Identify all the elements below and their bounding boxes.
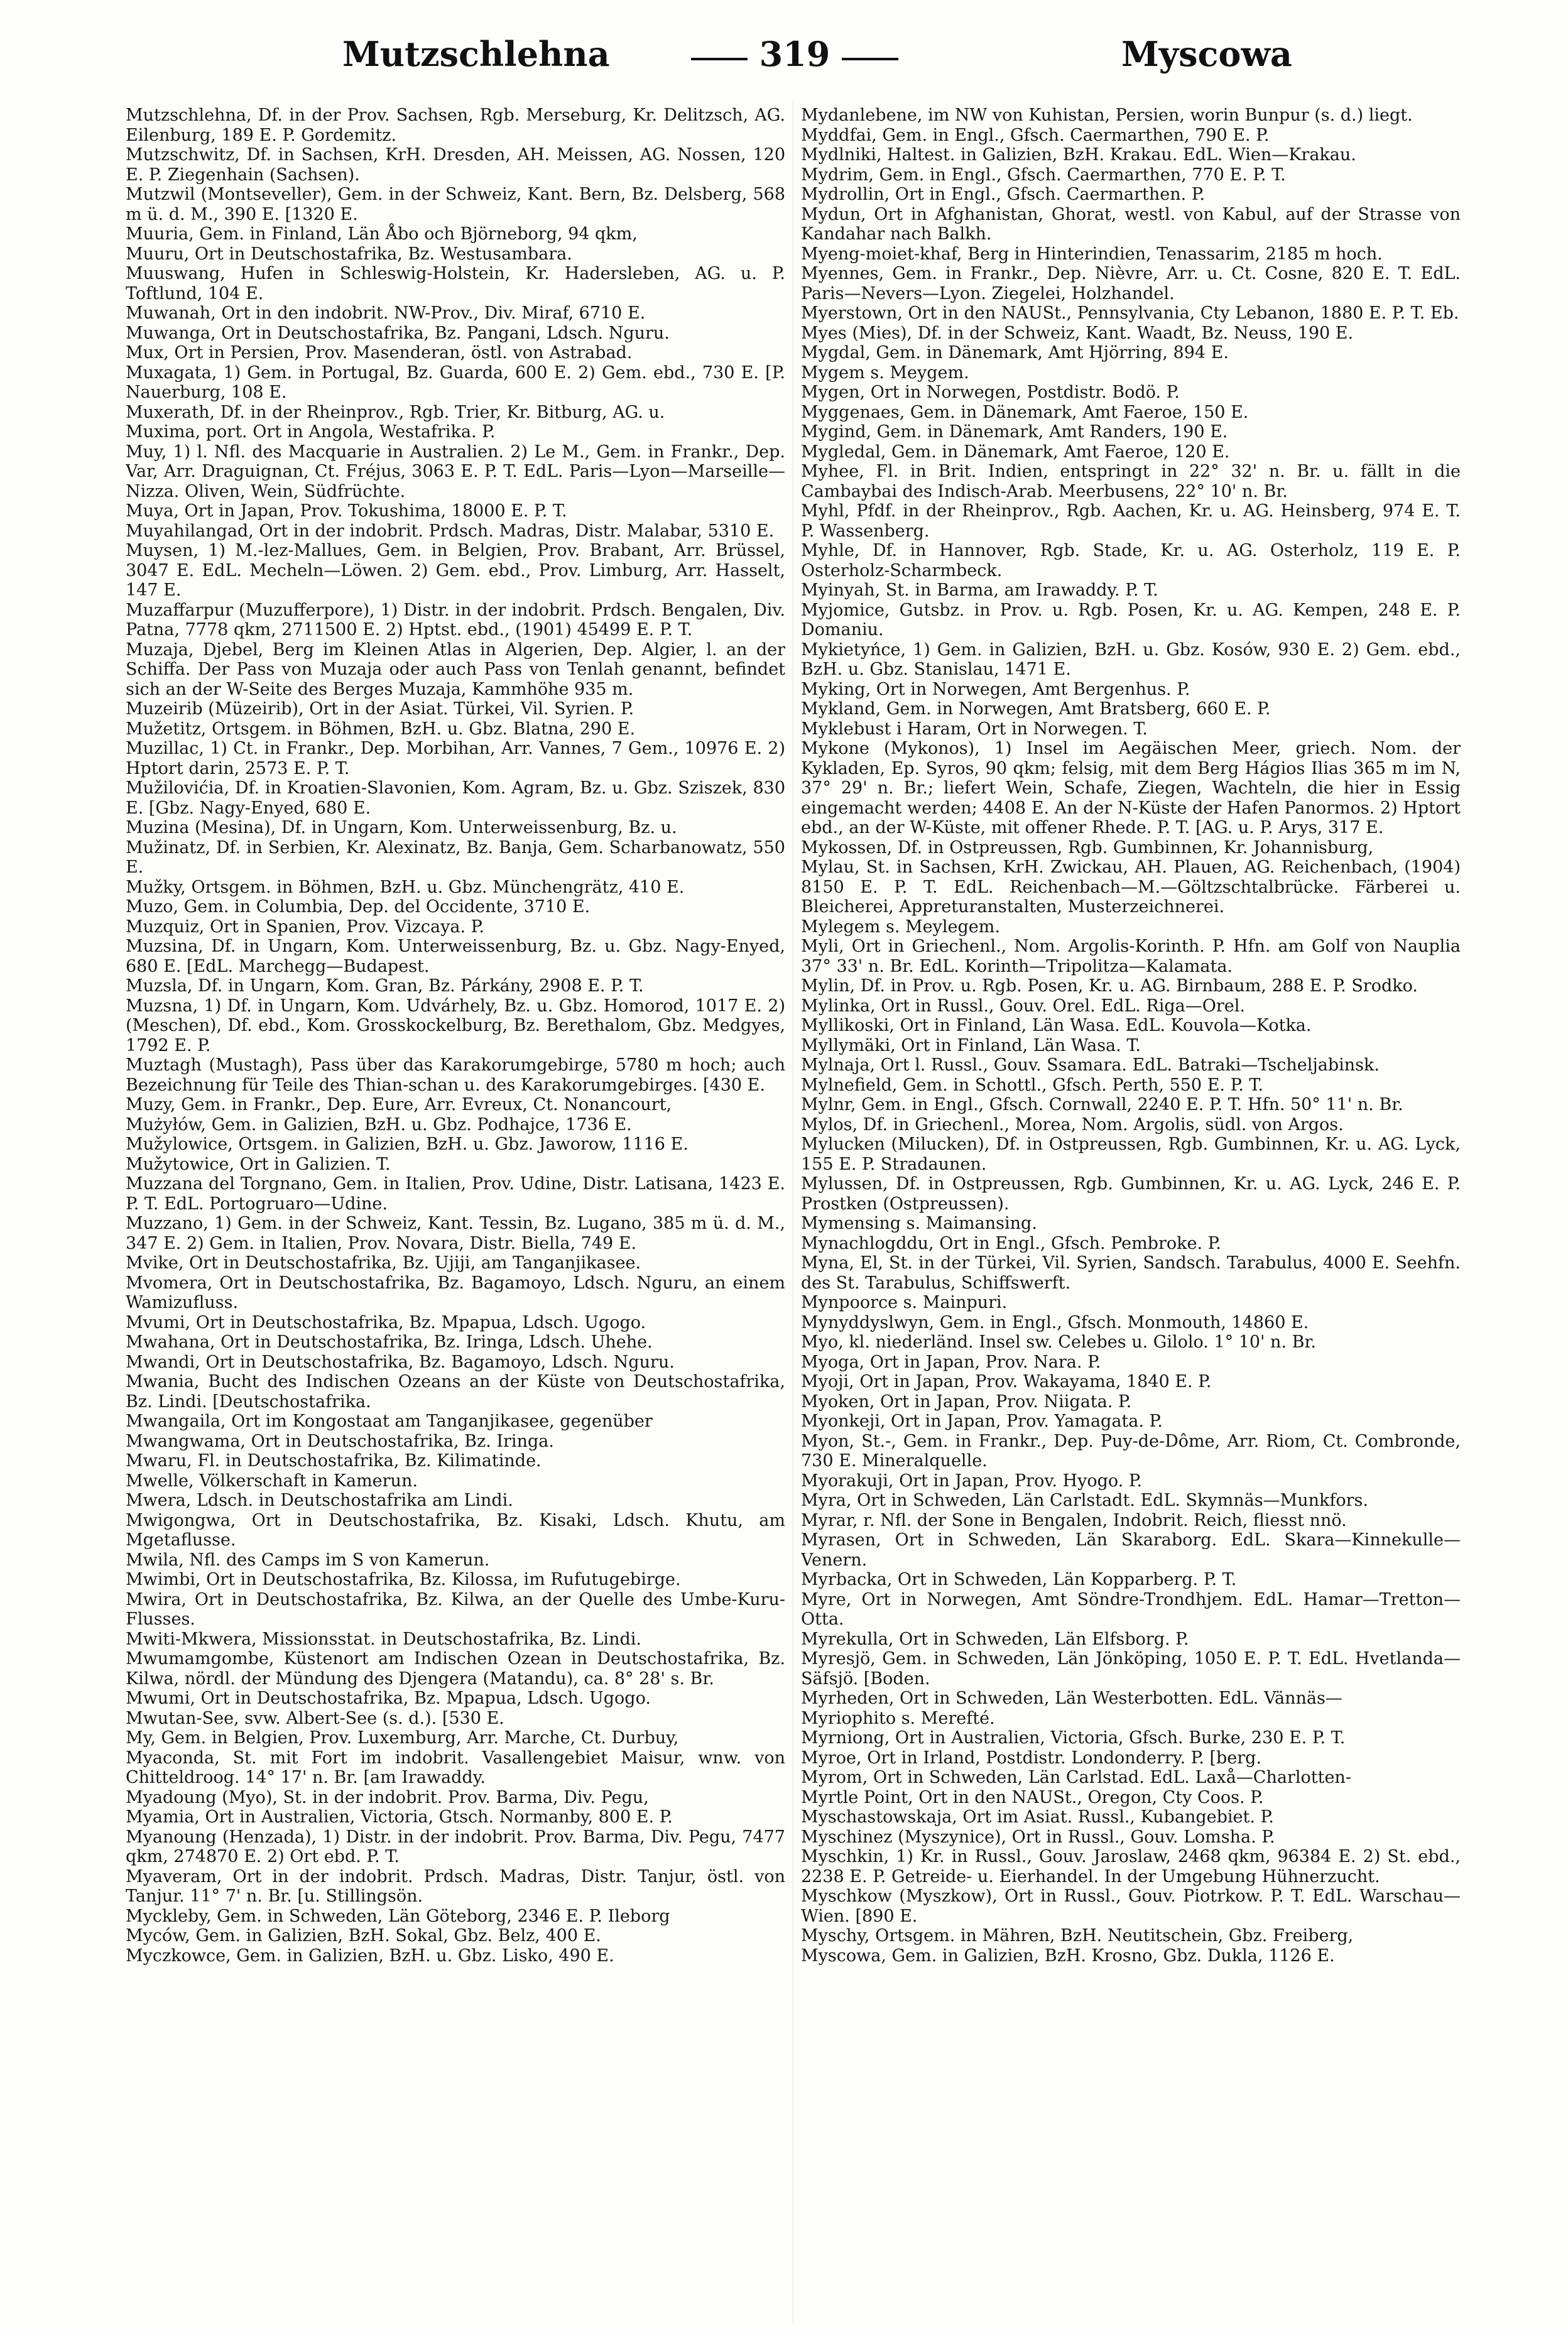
gazetteer-entry: Myhl, Pfdf. in der Rheinprov., Rgb. Aachen, Kr. u. AG. Heinsberg, 974 E. T. P. Wassenberg. bbox=[801, 501, 1461, 541]
gazetteer-entry: Myddfai, Gem. in Engl., Gfsch. Caermarthen, 790 E. P. bbox=[801, 125, 1270, 145]
gazetteer-entry: Muuswang, Hufen in Schleswig-Holstein, Kr. Hadersleben, AG. u. P. Toftlund, 104 E. bbox=[126, 264, 785, 303]
gazetteer-entry: Mwiti-Mkwera, Missionsstat. in Deutschostafrika, Bz. Lindi. bbox=[126, 1629, 641, 1649]
gazetteer-entry: Mužky, Ortsgem. in Böhmen, BzH. u. Gbz. Münchengrätz, 410 E. bbox=[126, 877, 685, 897]
gazetteer-entry: Mwimbi, Ort in Deutschostafrika, Bz. Kilossa, im Rufutugebirge. bbox=[126, 1570, 681, 1589]
right-column bbox=[801, 106, 1461, 2323]
gazetteer-entry: Mydrollin, Ort in Engl., Gfsch. Caermarthen. P. bbox=[801, 185, 1206, 204]
gazetteer-entry: Myna, El, St. in der Türkei, Vil. Syrien, Sandsch. Tarabulus, 4000 E. Seehfn. des St. Tarabulus, Schiffswerft. bbox=[801, 1253, 1461, 1293]
gazetteer-entry: Mužetitz, Ortsgem. in Böhmen, BzH. u. Gbz. Blatna, 290 E. bbox=[126, 719, 636, 739]
gazetteer-entry: Myrasen, Ort in Schweden, Län Skaraborg. EdL. Skara—Kinnekulle—Venern. bbox=[801, 1530, 1461, 1570]
gazetteer-entry: Myrniong, Ort in Australien, Victoria, Gfsch. Burke, 230 E. P. T. bbox=[801, 1728, 1346, 1748]
gazetteer-entry: Muzaja, Djebel, Berg im Kleinen Atlas in Algerien, Dep. Algier, l. an der Schiffa. Der Pass von Muzaja oder auch Pass von Tenlah genannt, befindet sich an der W-Seite des Berges Muzaja, Kammhöhe 935 m. bbox=[126, 640, 785, 699]
gazetteer-entry: Mwigongwa, Ort in Deutschostafrika, Bz. Kisaki, Ldsch. Khutu, am Mgetaflusse. bbox=[126, 1510, 785, 1550]
gazetteer-entry: Mygledal, Gem. in Dänemark, Amt Faeroe, 120 E. bbox=[801, 442, 1230, 462]
gazetteer-entry: Mylucken (Milucken), Df. in Ostpreussen, Rgb. Gumbinnen, Kr. u. AG. Lyck, 155 E. P. Stradaunen. bbox=[801, 1135, 1461, 1174]
gazetteer-entry: Myeng-moiet-khaf, Berg in Hinterindien, Tenassarim, 2185 m hoch. bbox=[801, 244, 1383, 264]
gazetteer-entry: Myklebust i Haram, Ort in Norwegen. T. bbox=[801, 719, 1148, 739]
gazetteer-entry: Myanoung (Henzada), 1) Distr. in der indobrit. Prov. Barma, Div. Pegu, 7477 qkm, 274870 E. 2) Ort ebd. P. T. bbox=[126, 1827, 785, 1866]
gazetteer-entry: Muzsina, Df. in Ungarn, Kom. Unterweissenburg, Bz. u. Gbz. Nagy-Enyed, 680 E. [EdL. Marchegg—Budapest. bbox=[126, 937, 785, 976]
gazetteer-entry: Myrom, Ort in Schweden, Län Carlstad. EdL. Laxå—Charlotten- bbox=[801, 1768, 1351, 1787]
gazetteer-entry: Myllymäki, Ort in Finland, Län Wasa. T. bbox=[801, 1035, 1141, 1055]
gazetteer-entry: Muxerath, Df. in der Rheinprov., Rgb. Trier, Kr. Bitburg, AG. u. bbox=[126, 402, 665, 422]
gazetteer-entry: Myschastowskaja, Ort im Asiat. Russl., Kubangebiet. P. bbox=[801, 1807, 1274, 1827]
gazetteer-entry: Myerstown, Ort in den NAUSt., Pennsylvania, Cty Lebanon, 1880 E. P. T. Eb. bbox=[801, 303, 1459, 323]
gazetteer-entry: Myamia, Ort in Australien, Victoria, Gtsch. Normanby, 800 E. P. bbox=[126, 1807, 673, 1827]
gazetteer-entry: Muwanah, Ort in den indobrit. NW-Prov., Div. Miraf, 6710 E. bbox=[126, 303, 646, 323]
gazetteer-entry: Mužytowice, Ort in Galizien. T. bbox=[126, 1154, 391, 1174]
gazetteer-entry: Mylin, Df. in Prov. u. Rgb. Posen, Kr. u. AG. Birnbaum, 288 E. P. Srodko. bbox=[801, 976, 1418, 996]
gazetteer-entry: Mužinatz, Df. in Serbien, Kr. Alexinatz, Bz. Banja, Gem. Scharbanowatz, 550 E. bbox=[126, 837, 785, 877]
header-left-word: Mutzschlehna bbox=[342, 34, 610, 74]
gazetteer-entry: Mwera, Ldsch. in Deutschostafrika am Lindi. bbox=[126, 1491, 513, 1510]
gazetteer-entry: Mwelle, Völkerschaft in Kamerun. bbox=[126, 1471, 418, 1491]
gazetteer-entry: Myoji, Ort in Japan, Prov. Wakayama, 1840 E. P. bbox=[801, 1372, 1212, 1391]
left-column bbox=[126, 106, 785, 2323]
gazetteer-entry: Myon, St.-, Gem. in Frankr., Dep. Puy-de-Dôme, Arr. Riom, Ct. Combronde, 730 E. Mineralquelle. bbox=[801, 1431, 1461, 1471]
gazetteer-entry: Mużyłów, Gem. in Galizien, BzH. u. Gbz. Podhajce, 1736 E. bbox=[126, 1114, 632, 1135]
gazetteer-entry: My, Gem. in Belgien, Prov. Luxemburg, Arr. Marche, Ct. Durbuy, bbox=[126, 1728, 679, 1748]
gazetteer-entry: Mwila, Nfl. des Camps im S von Kamerun. bbox=[126, 1550, 490, 1570]
gazetteer-entry: Mužilovićia, Df. in Kroatien-Slavonien, Kom. Agram, Bz. u. Gbz. Sziszek, 830 E. [Gbz. Nagy-Enyed, 680 E. bbox=[126, 778, 785, 818]
gazetteer-entry: Mužylowice, Ortsgem. in Galizien, BzH. u. Gbz. Jaworow, 1116 E. bbox=[126, 1135, 689, 1154]
gazetteer-entry: Muyahilangad, Ort in der indobrit. Prdsch. Madras, Distr. Malabar, 5310 E. bbox=[126, 521, 775, 541]
gazetteer-entry: Mwira, Ort in Deutschostafrika, Bz. Kilwa, an der Quelle des Umbe-Kuru-Flusses. bbox=[126, 1589, 785, 1629]
gazetteer-entry: Mvike, Ort in Deutschostafrika, Bz. Ujiji, am Tanganjikasee. bbox=[126, 1253, 641, 1273]
gazetteer-entry: Muuria, Gem. in Finland, Län Åbo och Björneborg, 94 qkm, bbox=[126, 224, 638, 244]
gazetteer-entry: Mynyddyslwyn, Gem. in Engl., Gfsch. Monmouth, 14860 E. bbox=[801, 1312, 1309, 1332]
gazetteer-entry: Mutzschwitz, Df. in Sachsen, KrH. Dresden, AH. Meissen, AG. Nossen, 120 E. P. Ziegenhain (Sachsen). bbox=[126, 145, 785, 185]
gazetteer-entry: Mutzwil (Montseveller), Gem. in der Schweiz, Kant. Bern, Bz. Delsberg, 568 m ü. d. M., 390 E. [1320 E. bbox=[126, 185, 785, 224]
gazetteer-entry: Muwanga, Ort in Deutschostafrika, Bz. Pangani, Ldsch. Nguru. bbox=[126, 323, 670, 343]
gazetteer-entry: Myra, Ort in Schweden, Län Carlstadt. EdL. Skymnäs—Munkfors. bbox=[801, 1491, 1368, 1510]
gazetteer-entry: Mykietyńce, 1) Gem. in Galizien, BzH. u. Gbz. Kosów, 930 E. 2) Gem. ebd., BzH. u. Gbz. Stanislau, 1471 E. bbox=[801, 640, 1461, 679]
gazetteer-entry: Muuru, Ort in Deutschostafrika, Bz. Westusambara. bbox=[126, 244, 572, 264]
gazetteer-entry: Muzeirib (Müzeirib), Ort in der Asiat. Türkei, Vil. Syrien. P. bbox=[126, 699, 634, 719]
gazetteer-entry: Myoken, Ort in Japan, Prov. Niigata. P. bbox=[801, 1391, 1132, 1412]
gazetteer-entry: Myrar, r. Nfl. der Sone in Bengalen, Indobrit. Reich, fliesst nnö. bbox=[801, 1510, 1347, 1530]
gazetteer-entry: Mwaru, Fl. in Deutschostafrika, Bz. Kilimatinde. bbox=[126, 1451, 542, 1471]
gazetteer-entry: Myriophito s. Merefté. bbox=[801, 1708, 995, 1728]
gazetteer-entry: Mygem s. Meygem. bbox=[801, 362, 969, 383]
gazetteer-entry: Myadoung (Myo), St. in der indobrit. Prov. Barma, Div. Pegu, bbox=[126, 1787, 649, 1807]
gazetteer-entry: Mykland, Gem. in Norwegen, Amt Bratsberg, 660 E. P. bbox=[801, 699, 1271, 719]
gazetteer-entry: Mykossen, Df. in Ostpreussen, Rgb. Gumbinnen, Kr. Johannisburg, bbox=[801, 837, 1374, 857]
gazetteer-entry: Myckleby, Gem. in Schweden, Län Göteborg, 2346 E. P. Ileborg bbox=[126, 1906, 670, 1926]
gazetteer-entry: Myllikoski, Ort in Finland, Län Wasa. EdL. Kouvola—Kotka. bbox=[801, 1016, 1312, 1035]
gazetteer-entry: Muzaffarpur (Muzufferpore), 1) Distr. in der indobrit. Prdsch. Bengalen, Div. Patna, 7778 qkm, 2711500 E. 2) Hptst. ebd., (1901) 45499 E. P. T. bbox=[126, 600, 785, 640]
gazetteer-entry: Myschkow (Myszkow), Ort in Russl., Gouv. Piotrkow. P. T. EdL. Warschau—Wien. [890 E. bbox=[801, 1886, 1461, 1926]
gazetteer-entry: Mylinka, Ort in Russl., Gouv. Orel. EdL. Riga—Orel. bbox=[801, 996, 1245, 1016]
gazetteer-entry: Mwangaila, Ort im Kongostaat am Tanganjikasee, gegenüber bbox=[126, 1412, 653, 1431]
gazetteer-entry: Mydanlebene, im NW von Kuhistan, Persien, worin Bunpur (s. d.) liegt. bbox=[801, 106, 1413, 125]
gazetteer-entry: Myhee, Fl. in Brit. Indien, entspringt in 22° 32' n. Br. u. fällt in die Cambaybai des Indisch-Arab. Meerbusens, 22° 10' n. Br. bbox=[801, 462, 1461, 501]
gazetteer-entry: Muzsla, Df. in Ungarn, Kom. Gran, Bz. Párkány, 2908 E. P. T. bbox=[126, 976, 644, 996]
gazetteer-entry: Mynachlogddu, Ort in Engl., Gfsch. Pembroke. P. bbox=[801, 1233, 1221, 1253]
gazetteer-entry: Myresjö, Gem. in Schweden, Län Jönköping, 1050 E. P. T. EdL. Hvetlanda—Säfsjö. [Boden. bbox=[801, 1649, 1461, 1689]
gazetteer-entry: Myoga, Ort in Japan, Prov. Nara. P. bbox=[801, 1352, 1101, 1372]
gazetteer-entry: Myców, Gem. in Galizien, BzH. Sokal, Gbz. Belz, 400 E. bbox=[126, 1926, 601, 1946]
gazetteer-entry: Myscowa, Gem. in Galizien, BzH. Krosno, Gbz. Dukla, 1126 E. bbox=[801, 1946, 1335, 1966]
gazetteer-entry: Mwutan-See, svw. Albert-See (s. d.). [530 E. bbox=[126, 1708, 504, 1728]
gazetteer-entry: Myrbacka, Ort in Schweden, Län Kopparberg. P. T. bbox=[801, 1570, 1237, 1589]
gazetteer-entry: Myaconda, St. mit Fort im indobrit. Vasallengebiet Maisur, wnw. von Chitteldroog. 14° 17' n. Br. [am Irawaddy. bbox=[126, 1748, 785, 1787]
gazetteer-entry: Myinyah, St. in Barma, am Irawaddy. P. T. bbox=[801, 580, 1158, 600]
gazetteer-entry: Mylnr, Gem. in Engl., Gfsch. Cornwall, 2240 E. P. T. Hfn. 50° 11' n. Br. bbox=[801, 1095, 1403, 1114]
gazetteer-entry: Mwania, Bucht des Indischen Ozeans an der Küste von Deutschostafrika, Bz. Lindi. [Deutschostafrika. bbox=[126, 1372, 785, 1412]
gazetteer-entry: Mymensing s. Maimansing. bbox=[801, 1214, 1037, 1233]
gazetteer-entry: Mylussen, Df. in Ostpreussen, Rgb. Gumbinnen, Kr. u. AG. Lyck, 246 E. P. Prostken (Ostpreussen). bbox=[801, 1174, 1461, 1214]
gazetteer-entry: Mygdal, Gem. in Dänemark, Amt Hjörring, 894 E. bbox=[801, 343, 1229, 362]
gazetteer-entry: Myrheden, Ort in Schweden, Län Westerbotten. EdL. Vännäs— bbox=[801, 1689, 1342, 1708]
gazetteer-entry: Muy, 1) l. Nfl. des Macquarie in Australien. 2) Le M., Gem. in Frankr., Dep. Var, Arr. Draguignan, Ct. Fréjus, 3063 E. P. T. EdL. Paris—Lyon—Marseille—Nizza. Oliven, Wein, Südfrüchte. bbox=[126, 442, 785, 501]
gazetteer-entry: Mwumi, Ort in Deutschostafrika, Bz. Mpapua, Ldsch. Ugogo. bbox=[126, 1689, 651, 1708]
gazetteer-entry: Mux, Ort in Persien, Prov. Masenderan, östl. von Astrabad. bbox=[126, 343, 633, 362]
gazetteer-entry: Mwangwama, Ort in Deutschostafrika, Bz. Iringa. bbox=[126, 1431, 554, 1451]
gazetteer-entry: Muzquiz, Ort in Spanien, Prov. Vizcaya. P. bbox=[126, 917, 484, 937]
gazetteer-entry: Myschinez (Myszynice), Ort in Russl., Gouv. Lomsha. P. bbox=[801, 1827, 1275, 1847]
gazetteer-entry: Muzzano, 1) Gem. in der Schweiz, Kant. Tessin, Bz. Lugano, 385 m ü. d. M., 347 E. 2) Gem. in Italien, Prov. Novara, Distr. Biella, 749 E. bbox=[126, 1214, 785, 1253]
gazetteer-entry: Myonkeji, Ort in Japan, Prov. Yamagata. P. bbox=[801, 1412, 1163, 1431]
gazetteer-entry: Myrekulla, Ort in Schweden, Län Elfsborg. P. bbox=[801, 1629, 1189, 1649]
gazetteer-entry: Myo, kl. niederländ. Insel sw. Celebes u. Gilolo. 1° 10' n. Br. bbox=[801, 1332, 1316, 1352]
gazetteer-entry: Myroe, Ort in Irland, Postdistr. Londonderry. P. [berg. bbox=[801, 1748, 1262, 1768]
page-header bbox=[0, 25, 1568, 88]
gazetteer-entry: Myking, Ort in Norwegen, Amt Bergenhus. P. bbox=[801, 679, 1190, 699]
gazetteer-entry: Mutzschlehna, Df. in der Prov. Sachsen, Rgb. Merseburg, Kr. Delitzsch, AG. Eilenburg, 189 E. P. Gordemitz. bbox=[126, 106, 785, 145]
gazetteer-entry: Myrtle Point, Ort in den NAUSt., Oregon, Cty Coos. P. bbox=[801, 1787, 1264, 1807]
gazetteer-entry: Mwandi, Ort in Deutschostafrika, Bz. Bagamoyo, Ldsch. Nguru. bbox=[126, 1352, 675, 1372]
gazetteer-entry: Muzsna, 1) Df. in Ungarn, Kom. Udvárhely, Bz. u. Gbz. Homorod, 1017 E. 2) (Meschen), Df. ebd., Kom. Grosskockelburg, Bz. Berethalom, Gbz. Medgyes, 1792 E. P. bbox=[126, 996, 785, 1055]
gazetteer-entry: Mvumi, Ort in Deutschostafrika, Bz. Mpapua, Ldsch. Ugogo. bbox=[126, 1312, 646, 1332]
gazetteer-entry: Muzy, Gem. in Frankr., Dep. Eure, Arr. Evreux, Ct. Nonancourt, bbox=[126, 1095, 672, 1114]
gazetteer-entry: Mygind, Gem. in Dänemark, Amt Randers, 190 E. bbox=[801, 422, 1228, 442]
gazetteer-entry: Myczkowce, Gem. in Galizien, BzH. u. Gbz. Lisko, 490 E. bbox=[126, 1946, 614, 1966]
gazetteer-entry: Muysen, 1) M.-lez-Mallues, Gem. in Belgien, Prov. Brabant, Arr. Brüssel, 3047 E. EdL. Mecheln—Löwen. 2) Gem. ebd., Prov. Limburg, Arr. Hasselt, 147 E. bbox=[126, 541, 785, 600]
header-right-word: Myscowa bbox=[1121, 34, 1292, 74]
gazetteer-entry: Myes (Mies), Df. in der Schweiz, Kant. Waadt, Bz. Neuss, 190 E. bbox=[801, 323, 1354, 343]
gazetteer-entry: Myschkin, 1) Kr. in Russl., Gouv. Jaroslaw, 2468 qkm, 96384 E. 2) St. ebd., 2238 E. P. Getreide- u. Eierhandel. In der Umgebung Hühnerzucht. bbox=[801, 1847, 1461, 1886]
gazetteer-entry: Muxima, port. Ort in Angola, Westafrika. P. bbox=[126, 422, 496, 442]
gazetteer-entry: Muya, Ort in Japan, Prov. Tokushima, 18000 E. P. T. bbox=[126, 501, 567, 521]
gazetteer-entry: Mylnefield, Gem. in Schottl., Gfsch. Perth, 550 E. P. T. bbox=[801, 1075, 1264, 1095]
gazetteer-entry: Muztagh (Mustagh), Pass über das Karakorumgebirge, 5780 m hoch; auch Bezeichnung für Teile des Thian-schan u. des Karakorumgebirges. [430 E. bbox=[126, 1055, 785, 1095]
gazetteer-entry: Mynpoorce s. Mainpuri. bbox=[801, 1293, 1008, 1312]
gazetteer-entry: Muzillac, 1) Ct. in Frankr., Dep. Morbihan, Arr. Vannes, 7 Gem., 10976 E. 2) Hptort darin, 2573 E. P. T. bbox=[126, 739, 785, 778]
gazetteer-entry: Myschy, Ortsgem. in Mähren, BzH. Neutitschein, Gbz. Freiberg, bbox=[801, 1926, 1354, 1946]
gazetteer-entry: Mylegem s. Meylegem. bbox=[801, 917, 1000, 937]
gazetteer-entry: Mylau, St. in Sachsen, KrH. Zwickau, AH. Plauen, AG. Reichenbach, (1904) 8150 E. P. T. EdL. Reichenbach—M.—Göltzschtalbrücke. Färberei u. Bleicherei, Appreturanstalten, Musterzeichnerei. bbox=[801, 857, 1461, 917]
gazetteer-entry: Mylnaja, Ort l. Russl., Gouv. Ssamara. EdL. Batraki—Tscheljabinsk. bbox=[801, 1055, 1380, 1075]
gazetteer-entry: Myennes, Gem. in Frankr., Dep. Nièvre, Arr. u. Ct. Cosne, 820 E. T. EdL. Paris—Nevers—Lyon. Ziegelei, Holzhandel. bbox=[801, 264, 1461, 303]
gazetteer-entry: Mydlniki, Haltest. in Galizien, BzH. Krakau. EdL. Wien—Krakau. bbox=[801, 145, 1356, 165]
gazetteer-entry: Myre, Ort in Norwegen, Amt Söndre-Trondhjem. EdL. Hamar—Tretton—Otta. bbox=[801, 1589, 1461, 1629]
gazetteer-entry: Myjomice, Gutsbz. in Prov. u. Rgb. Posen, Kr. u. AG. Kempen, 248 E. P. Domaniu. bbox=[801, 600, 1461, 640]
gazetteer-entry: Myorakuji, Ort in Japan, Prov. Hyogo. P. bbox=[801, 1471, 1143, 1491]
gazetteer-entry: Mwahana, Ort in Deutschostafrika, Bz. Iringa, Ldsch. Uhehe. bbox=[126, 1332, 653, 1352]
gazetteer-entry: Myli, Ort in Griechenl., Nom. Argolis-Korinth. P. Hfn. am Golf von Nauplia 37° 33' n. Br. EdL. Korinth—Tripolitza—Kalamata. bbox=[801, 937, 1461, 976]
gazetteer-entry: Mykone (Mykonos), 1) Insel im Aegäischen Meer, griech. Nom. der Kykladen, Ep. Syros, 90 qkm; felsig, mit dem Berg Hágios Ilias 365 m im N, 37° 29' n. Br.; liefert Wein, Schafe, Ziegen, Wachteln, die hier in Essig eingemacht werden; 4408 E. An der N-Küste der Hafen Panormos. 2) Hptort ebd., an der W-Küste, mit offener Rhede. P. T. [AG. u. P. Arys, 317 E. bbox=[801, 739, 1461, 837]
gazetteer-entry: Mydrim, Gem. in Engl., Gfsch. Caermarthen, 770 E. P. T. bbox=[801, 165, 1286, 185]
gazetteer-entry: Myaveram, Ort in der indobrit. Prdsch. Madras, Distr. Tanjur, östl. von Tanjur. 11° 7' n. Br. [u. Stillingsön. bbox=[126, 1866, 785, 1906]
gazetteer-entry: Myhle, Df. in Hannover, Rgb. Stade, Kr. u. AG. Osterholz, 119 E. P. Osterholz-Scharmbeck. bbox=[801, 541, 1461, 580]
gazetteer-entry: Mylos, Df. in Griechenl., Morea, Nom. Argolis, südl. von Argos. bbox=[801, 1114, 1344, 1135]
gazetteer-entry: Mwumamgombe, Küstenort am Indischen Ozean in Deutschostafrika, Bz. Kilwa, nördl. der Mündung des Djengera (Matandu), ca. 8° 28' s. Br. bbox=[126, 1649, 785, 1689]
gazetteer-entry: Muzo, Gem. in Columbia, Dep. del Occidente, 3710 E. bbox=[126, 897, 591, 917]
gazetteer-entry: Muzina (Mesina), Df. in Ungarn, Kom. Unterweissenburg, Bz. u. bbox=[126, 818, 677, 837]
page-number: 319 bbox=[691, 34, 898, 74]
gazetteer-entry: Mydun, Ort in Afghanistan, Ghorat, westl. von Kabul, auf der Strasse von Kandahar nach Balkh. bbox=[801, 204, 1461, 244]
gazetteer-entry: Muxagata, 1) Gem. in Portugal, Bz. Guarda, 600 E. 2) Gem. ebd., 730 E. [P. Nauerburg, 108 E. bbox=[126, 362, 785, 402]
gazetteer-entry: Muzzana del Torgnano, Gem. in Italien, Prov. Udine, Distr. Latisana, 1423 E. P. T. EdL. Portogruaro—Udine. bbox=[126, 1174, 785, 1214]
gazetteer-entry: Myggenaes, Gem. in Dänemark, Amt Faeroe, 150 E. bbox=[801, 402, 1249, 422]
gazetteer-entry: Mvomera, Ort in Deutschostafrika, Bz. Bagamoyo, Ldsch. Nguru, an einem Wamizufluss. bbox=[126, 1273, 785, 1312]
gazetteer-entry: Mygen, Ort in Norwegen, Postdistr. Bodö. P. bbox=[801, 383, 1180, 402]
